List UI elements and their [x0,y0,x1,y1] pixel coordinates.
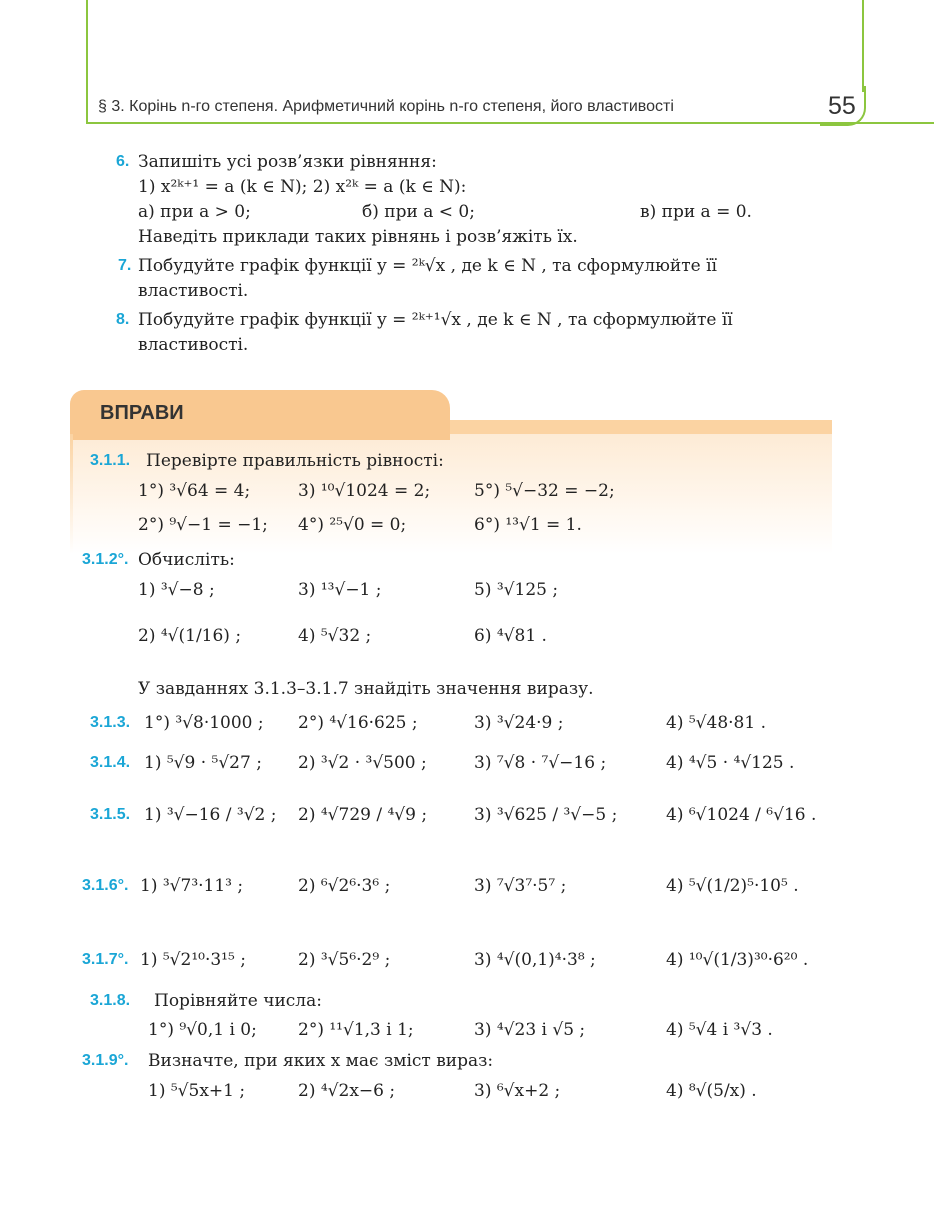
exercise-item: 4) ⁶√1024 / ⁶√16 . [666,805,817,825]
exercise-item: 3) ³√24·9 ; [474,713,564,733]
option-a: а) при a > 0; [138,202,251,222]
exercise-number: 3.1.4. [90,754,131,771]
exercise-item: 2°) ¹¹√1,3 і 1; [298,1020,414,1040]
header-frame-right-line [862,0,864,92]
exercise-item: 2°) ⁴√16·625 ; [298,713,418,733]
exercise-item: 4) ⁵√32 ; [298,626,372,646]
exercise-intro: У завданнях 3.1.3–3.1.7 знайдіть значення виразу. [138,679,594,699]
exercise-item: 2) ³√5⁶·2⁹ ; [298,950,391,970]
exercise-item: 6) ⁴√81 . [474,626,547,646]
exercise-number: 3.1.2°. [82,551,129,568]
exercise-item: 1) ⁵√9 · ⁵√27 ; [144,753,262,773]
header-frame-bottom-line [86,122,826,124]
exercise-prompt: Обчисліть: [138,550,235,570]
exercise-prompt: Порівняйте числа: [154,991,322,1011]
question-prompt: Запишіть усі розв’язки рівняння: [138,152,437,172]
question-number: 6. [116,153,130,170]
exercise-item: 1) ³√−16 / ³√2 ; [144,805,277,825]
section-title: ВПРАВИ [100,402,184,424]
question-number: 8. [116,311,130,328]
option-c: в) при a = 0. [640,202,752,222]
exercise-item: 4°) ²⁵√0 = 0; [298,515,407,535]
exercise-item: 5°) ⁵√−32 = −2; [474,481,615,501]
page-number: 55 [828,92,856,120]
exercise-item: 3) ³√625 / ³√−5 ; [474,805,618,825]
exercise-item: 2) ⁴√729 / ⁴√9 ; [298,805,428,825]
exercise-item: 3) ¹³√−1 ; [298,580,382,600]
question-line: Наведіть приклади таких рівнянь і розв’яжіть їх. [138,227,578,247]
exercise-item: 2) ⁴√(1/16) ; [138,626,242,646]
question-line: Побудуйте графік функції y = ²ᵏ⁺¹√x , де k ∈ N , та сформулюйте її [138,310,733,330]
exercise-item: 4) ¹⁰√(1/3)³⁰·6²⁰ . [666,950,809,970]
exercise-item: 2) ³√2 · ³√500 ; [298,753,427,773]
exercise-item: 3) ⁴√(0,1)⁴·3⁸ ; [474,950,596,970]
exercise-item: 4) ⁴√5 · ⁴√125 . [666,753,795,773]
exercise-number: 3.1.7°. [82,951,129,968]
exercise-item: 4) ⁸√(5/x) . [666,1081,757,1101]
exercise-item: 1) ⁵√5x+1 ; [148,1081,246,1101]
exercise-item: 3) ¹⁰√1024 = 2; [298,481,431,501]
exercise-number: 3.1.5. [90,806,131,823]
exercise-item: 4) ⁵√4 і ³√3 . [666,1020,773,1040]
exercise-item: 6°) ¹³√1 = 1. [474,515,582,535]
header-frame-tail-line [826,122,934,124]
exercise-item: 1) ⁵√2¹⁰·3¹⁵ ; [140,950,246,970]
question-line: Побудуйте графік функції y = ²ᵏ√x , де k ∈ N , та сформулюйте її [138,256,717,276]
exercise-item: 1°) ³√64 = 4; [138,481,251,501]
exercise-item: 1) ³√7³·11³ ; [140,876,244,896]
exercise-number: 3.1.3. [90,714,131,731]
exercise-number: 3.1.9°. [82,1052,129,1069]
exercise-item: 1°) ⁹√0,1 і 0; [148,1020,257,1040]
question-number: 7. [118,257,132,274]
exercise-number: 3.1.1. [90,452,131,469]
exercise-item: 4) ⁵√(1/2)⁵·10⁵ . [666,876,799,896]
exercise-item: 3) ⁷√8 · ⁷√−16 ; [474,753,607,773]
exercise-item: 3) ⁴√23 і √5 ; [474,1020,586,1040]
exercise-item: 1) ³√−8 ; [138,580,215,600]
exercise-number: 3.1.8. [90,992,131,1009]
header-frame-left-line [86,0,88,122]
exercise-item: 3) ⁶√x+2 ; [474,1081,561,1101]
exercise-item: 2°) ⁹√−1 = −1; [138,515,268,535]
exercise-item: 2) ⁶√2⁶·3⁶ ; [298,876,391,896]
question-line: властивості. [138,281,249,301]
exercise-item: 5) ³√125 ; [474,580,559,600]
running-header: § 3. Корінь n-го степеня. Арифметичний корінь n-го степеня, його властивості [98,98,674,115]
exercise-item: 2) ⁴√2x−6 ; [298,1081,396,1101]
exercise-prompt: Перевірте правильність рівності: [146,451,444,471]
exercise-item: 3) ⁷√3⁷·5⁷ ; [474,876,567,896]
exercise-number: 3.1.6°. [82,877,129,894]
question-line: властивості. [138,335,249,355]
banner-left-edge [70,434,73,554]
option-b: б) при a < 0; [362,202,475,222]
exercise-item: 1°) ³√8·1000 ; [144,713,264,733]
exercise-item: 4) ⁵√48·81 . [666,713,766,733]
exercise-prompt: Визначте, при яких x має зміст вираз: [148,1051,494,1071]
question-line: 1) x²ᵏ⁺¹ = a (k ∈ N); 2) x²ᵏ = a (k ∈ N): [138,177,467,197]
